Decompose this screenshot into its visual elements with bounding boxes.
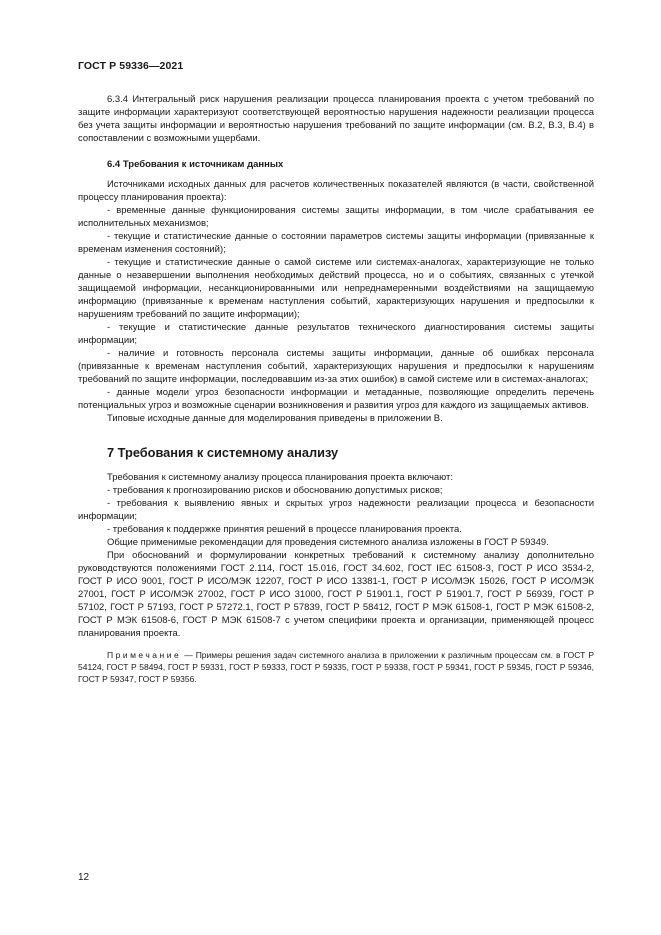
list-item: - временные данные функционирования системы защиты информации, в том числе срабатывания ее исполнительных механизмов; bbox=[78, 205, 594, 229]
list-item: - требования к выявлению явных и скрытых угроз надежности реализации процесса и безопасности информации; bbox=[78, 498, 594, 522]
list-item: - текущие и статистические данные о самой системе или системах-аналогах, характеризующие не только данные о незавершении выполнения необходимых действий процесса, но и о событиях, связанных с утечкой защищаемой информации, несанкционированными или непреднамеренными воздействиями на защищаемую информацию (привязанные к временам наступления событий, характеризующих нарушения и предпосылки к нарушениям требований по защите информации); bbox=[78, 257, 594, 320]
note-text: — Примеры решения задач системного анализа в приложении к различным процессам см. в ГОСТ Р 54124, ГОСТ Р 58494, ГОСТ Р 59331, ГОСТ Р 59333, ГОСТ Р 59335, ГОСТ Р 59338, ГОСТ Р 59341, ГОСТ Р 59345, ГОСТ Р 59346, ГОСТ Р 59347, ГОСТ Р 59356. bbox=[78, 650, 594, 684]
document-header: ГОСТ Р 59336—2021 bbox=[78, 60, 184, 72]
list-item: - наличие и готовность персонала системы защиты информации, данные об ошибках персонала (привязанные к временам наступления событий, характеризующих нарушения и предпосылки к нарушениям требований по защите информации, последовавшим из-за этих ошибок) в самой системе или в системах-аналогах; bbox=[78, 348, 594, 385]
note bbox=[78, 649, 594, 685]
paragraph: При обоснований и формулировании конкретных требований к системному анализу дополнительно руководствуются положениями ГОСТ 2.114, ГОСТ 15.016, ГОСТ 34.602, ГОСТ IEC 61508-3, ГОСТ Р ИСО 3534-2, ГОСТ Р ИСО 9001, ГОСТ Р ИСО/МЭК 12207, ГОСТ Р ИСО 13381-1, ГОСТ Р ИСО/МЭК 15026, ГОСТ Р ИСО/МЭК 27001, ГОСТ Р ИСО/МЭК 27002, ГОСТ Р ИСО 31000, ГОСТ Р 51901.1, ГОСТ Р 51901.7, ГОСТ Р 56939, ГОСТ Р 57102, ГОСТ Р 57193, ГОСТ Р 57272.1, ГОСТ Р 57839, ГОСТ Р 58412, ГОСТ Р МЭК 61508-1, ГОСТ Р МЭК 61508-2, ГОСТ Р МЭК 61508-6, ГОСТ Р МЭК 61508-7 с учетом специфики проекта и организации, применяющей процесс планирования проекта. bbox=[78, 550, 594, 639]
note-label: Примечание bbox=[107, 650, 182, 660]
paragraph: Источниками исходных данных для расчетов количественных показателей являются (в части, свойственной процессу планирования проекта): bbox=[78, 179, 594, 203]
paragraph-6-3-4: 6.3.4 Интегральный риск нарушения реализации процесса планирования проекта с учетом требований по защите информации характеризуют соответствующей вероятностью нарушения надежности реализации процесса без учета защиты информации и вероятностью нарушения требований по защите информации (см. В.2, В.3, В.4) в сопоставлении с возможными ущербами. bbox=[78, 94, 594, 144]
list-item: - текущие и статистические данные результатов технического диагностирования системы защиты информации; bbox=[78, 322, 594, 346]
list-item: - требования к поддержке принятия решений в процессе планирования проекта. bbox=[107, 524, 462, 535]
paragraph: Требования к системному анализу процесса планирования проекта включают: bbox=[107, 472, 453, 483]
heading-6-4: 6.4 Требования к источникам данных bbox=[107, 159, 284, 170]
list-item: - текущие и статистические данные о состоянии параметров системы защиты информации (привязанные к временам изменения состояний); bbox=[78, 231, 594, 255]
heading-7: 7 Требования к системному анализу bbox=[107, 445, 339, 460]
paragraph: Общие применимые рекомендации для проведения системного анализа изложены в ГОСТ Р 59349. bbox=[107, 537, 549, 548]
list-item: - требования к прогнозированию рисков и обоснованию допустимых рисков; bbox=[107, 485, 443, 496]
list-item: - данные модели угроз безопасности информации и метаданные, позволяющие определить перечень потенциальных угроз и возможные сценарии возникновения и развития угроз для каждого из защищаемых активов. bbox=[78, 387, 594, 411]
page-number: 12 bbox=[78, 872, 90, 883]
paragraph: Типовые исходные данные для моделирования приведены в приложении В. bbox=[107, 413, 443, 424]
document-body bbox=[78, 93, 594, 685]
